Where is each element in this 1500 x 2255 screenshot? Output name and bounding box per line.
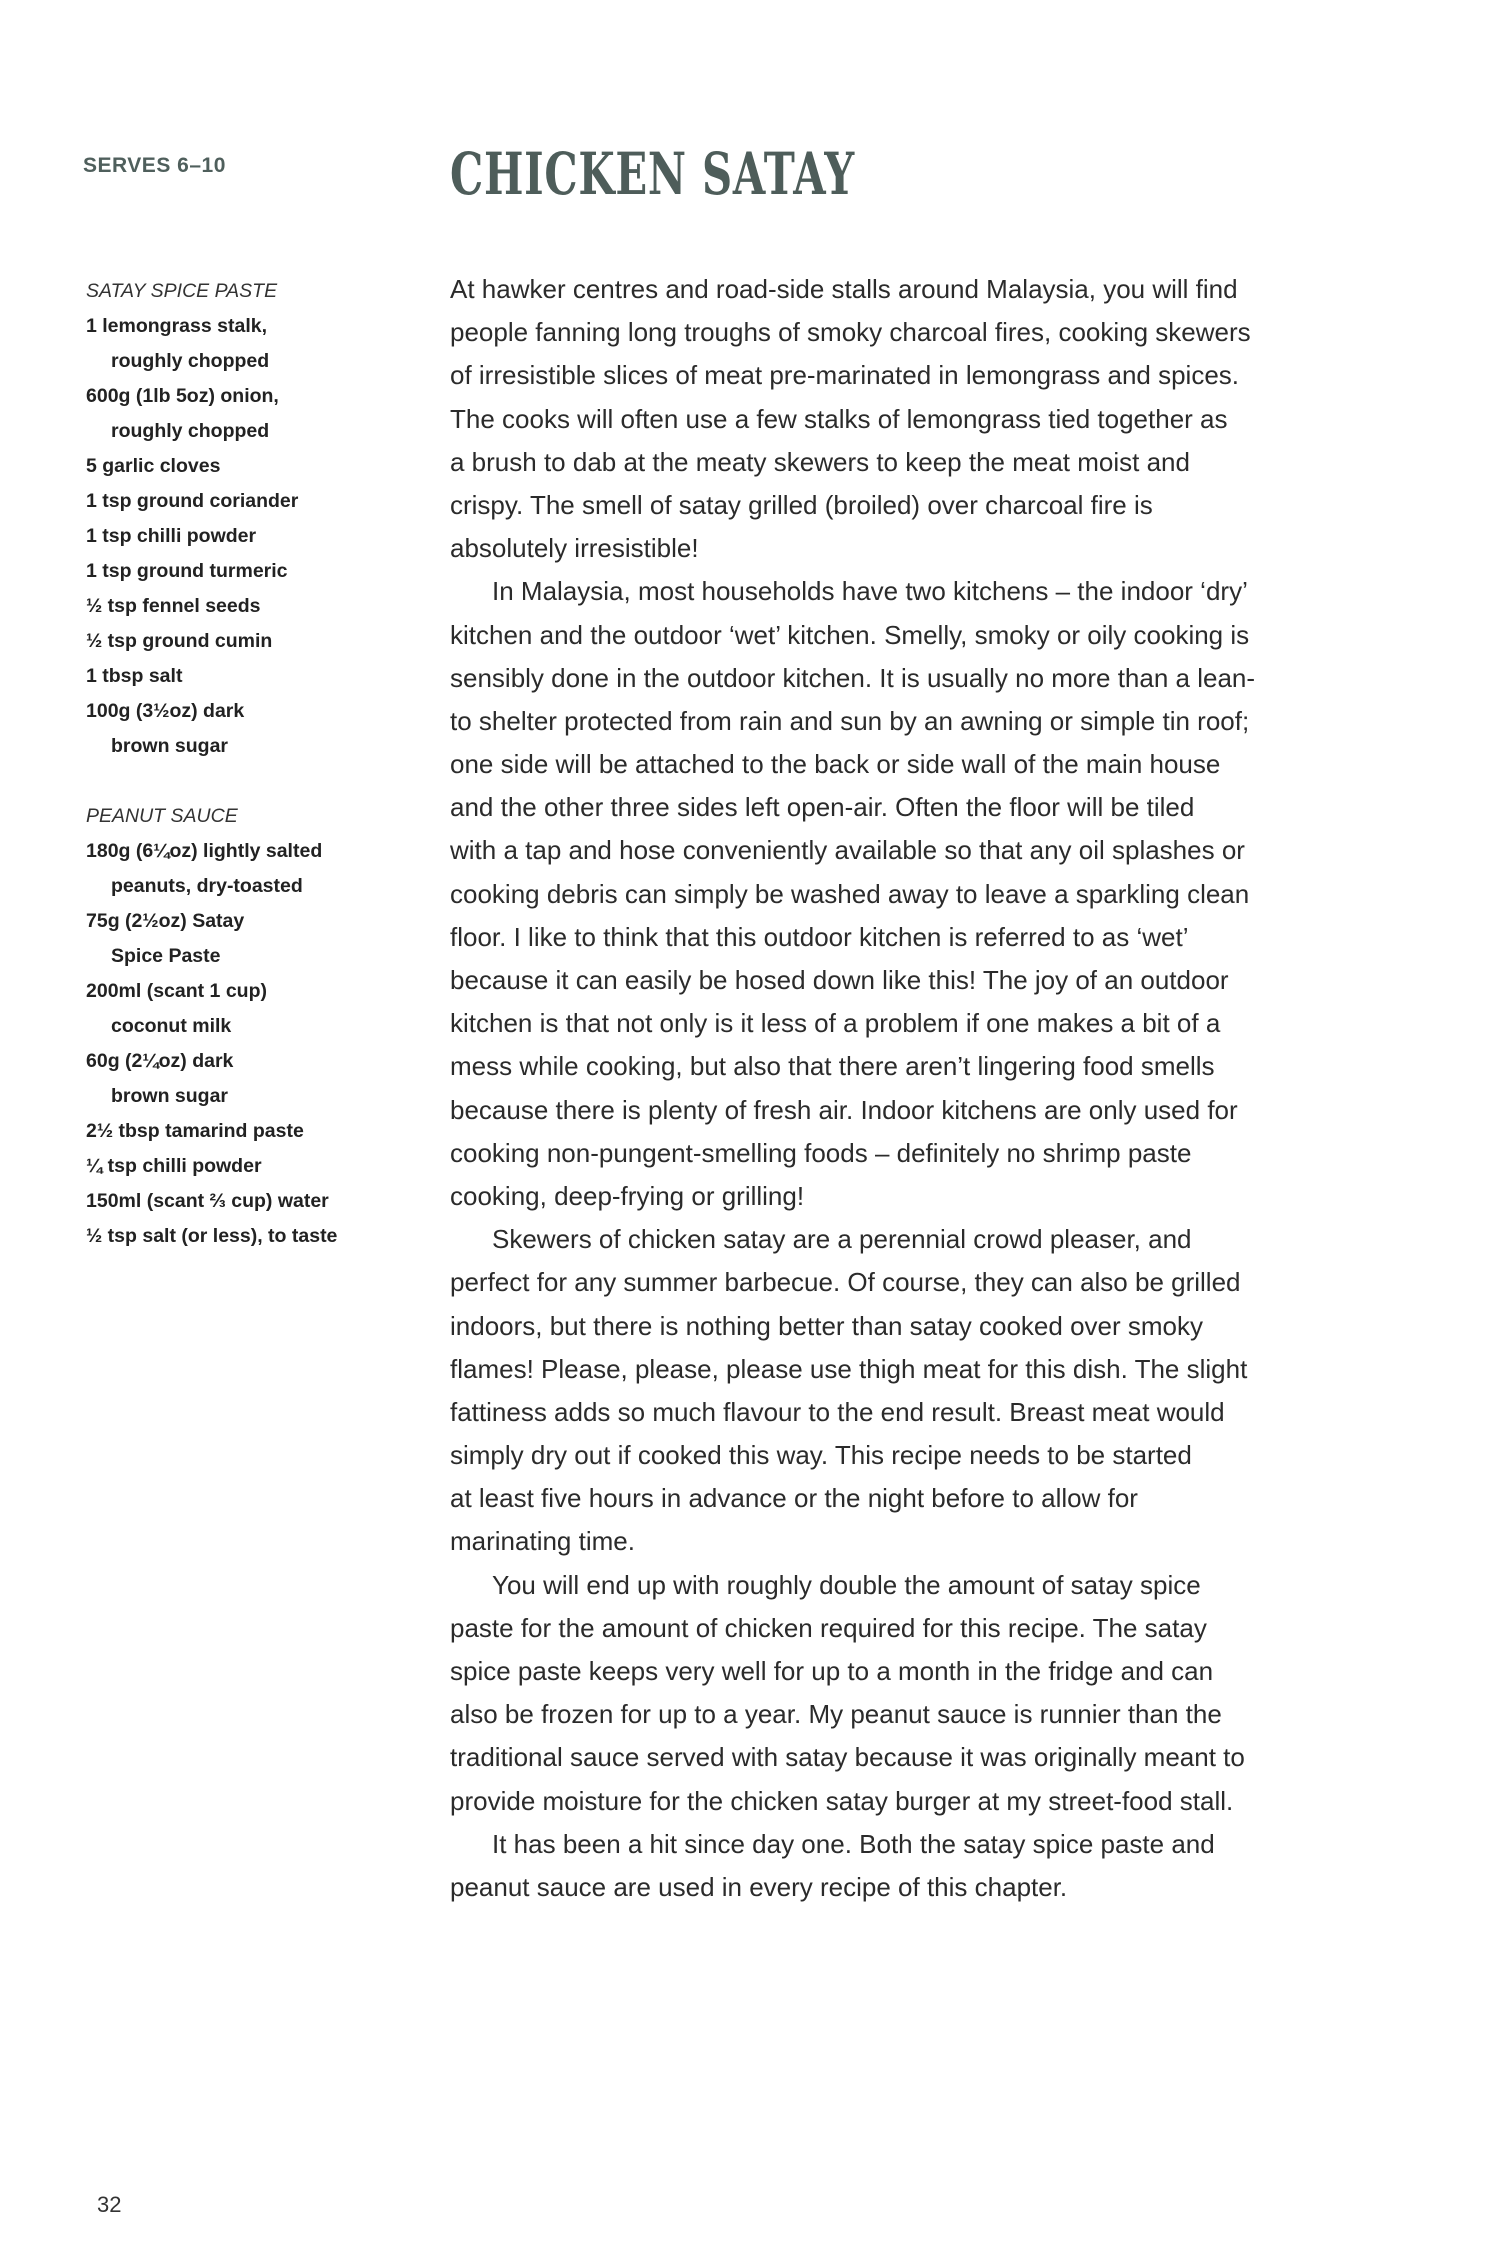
body-paragraph (450, 1823, 1370, 1909)
paragraph-line: and the other three sides left open-air. Often the floor will be tiled (450, 792, 1195, 823)
paragraph-line: of irresistible slices of meat pre-marinated in lemongrass and spices. (450, 360, 1240, 391)
paragraph-line: indoors, but there is nothing better than satay cooked over smoky (450, 1310, 1203, 1341)
ingredient-item (86, 1219, 416, 1254)
ingredient-section (86, 274, 416, 764)
ingredient-line: 1 tsp ground coriander (86, 490, 299, 512)
paragraph-line: also be frozen for up to a year. My peanut sauce is runnier than the (450, 1699, 1222, 1730)
paragraph-line: cooking non-pungent-smelling foods – definitely no shrimp paste (450, 1137, 1192, 1168)
paragraph-line: The cooks will often use a few stalks of lemongrass tied together as (450, 403, 1228, 434)
paragraph-line: kitchen is that not only is it less of a problem if one makes a bit of a (450, 1008, 1221, 1039)
ingredient-item (86, 694, 416, 764)
paragraph-line: It has been a hit since day one. Both the satay spice paste and (492, 1828, 1215, 1859)
ingredient-line: brown sugar (111, 735, 229, 757)
recipe-introduction (450, 268, 1370, 1909)
ingredient-item (86, 449, 416, 484)
paragraph-line: marinating time. (450, 1526, 635, 1557)
ingredient-item (86, 904, 416, 974)
ingredient-line: ½ tsp salt (or less), to taste (86, 1225, 338, 1247)
body-paragraph (450, 1218, 1370, 1564)
ingredient-line: 180g (6¼oz) lightly salted (86, 840, 323, 862)
ingredient-item (86, 834, 416, 904)
ingredient-line: 5 garlic cloves (86, 455, 221, 477)
ingredient-line: Spice Paste (111, 945, 221, 967)
paragraph-line: You will end up with roughly double the amount of satay spice (492, 1569, 1201, 1600)
page-number: 32 (97, 2192, 122, 2217)
paragraph-line: because there is plenty of fresh air. Indoor kitchens are only used for (450, 1094, 1238, 1125)
ingredient-line: 100g (3½oz) dark (86, 700, 245, 722)
paragraph-line: cooking, deep-frying or grilling! (450, 1180, 805, 1211)
ingredient-item (86, 1149, 416, 1184)
ingredient-item (86, 659, 416, 694)
paragraph-line: to shelter protected from rain and sun by an awning or simple tin roof; (450, 705, 1250, 736)
ingredient-line: ¼ tsp chilli powder (86, 1155, 262, 1177)
ingredient-line: roughly chopped (111, 420, 270, 442)
ingredient-section-heading: SATAY SPICE PASTE (86, 280, 278, 302)
ingredient-line: 150ml (scant ⅔ cup) water (86, 1190, 329, 1212)
paragraph-line: one side will be attached to the back or side wall of the main house (450, 749, 1221, 780)
paragraph-line: people fanning long troughs of smoky charcoal fires, cooking skewers (450, 317, 1251, 348)
body-paragraph (450, 1564, 1370, 1823)
paragraph-line: In Malaysia, most households have two kitchens – the indoor ‘dry’ (492, 576, 1248, 607)
ingredient-item (86, 1044, 416, 1114)
paragraph-line: flames! Please, please, please use thigh meat for this dish. The slight (450, 1353, 1248, 1384)
paragraph-line: at least five hours in advance or the night before to allow for (450, 1483, 1138, 1514)
paragraph-line: floor. I like to think that this outdoor kitchen is referred to as ‘wet’ (450, 921, 1189, 952)
paragraph-line: peanut sauce are used in every recipe of this chapter. (450, 1871, 1068, 1902)
ingredient-item (86, 519, 416, 554)
ingredient-line: 1 tbsp salt (86, 665, 183, 687)
ingredients-list (86, 274, 416, 1289)
ingredient-line: 1 tsp chilli powder (86, 525, 257, 547)
paragraph-line: At hawker centres and road-side stalls around Malaysia, you will find (450, 274, 1238, 304)
ingredient-line: roughly chopped (111, 350, 270, 372)
ingredient-item (86, 624, 416, 659)
ingredient-line: coconut milk (111, 1015, 232, 1037)
paragraph-line: spice paste keeps very well for up to a month in the fridge and can (450, 1656, 1214, 1686)
ingredient-line: 75g (2½oz) Satay (86, 910, 245, 932)
body-paragraph (450, 570, 1370, 1218)
ingredient-item (86, 309, 416, 379)
ingredient-section (86, 799, 416, 1254)
paragraph-line: kitchen and the outdoor ‘wet’ kitchen. Smelly, smoky or oily cooking is (450, 619, 1250, 650)
ingredient-line: 1 tsp ground turmeric (86, 560, 288, 582)
ingredient-item (86, 484, 416, 519)
ingredient-item (86, 379, 416, 449)
ingredient-item (86, 1184, 416, 1219)
ingredient-section-heading: PEANUT SAUCE (86, 805, 238, 827)
ingredient-line: 1 lemongrass stalk, (86, 315, 268, 337)
body-paragraph (450, 268, 1370, 570)
ingredient-item (86, 554, 416, 589)
recipe-title: CHICKEN SATAY (450, 140, 855, 208)
ingredient-line: ½ tsp fennel seeds (86, 595, 261, 617)
ingredient-line: 200ml (scant 1 cup) (86, 980, 267, 1002)
paragraph-line: with a tap and hose conveniently available so that any oil splashes or (450, 835, 1245, 866)
paragraph-line: crispy. The smell of satay grilled (broiled) over charcoal fire is (450, 489, 1153, 520)
serves-label: SERVES 6–10 (83, 154, 226, 177)
paragraph-line: Skewers of chicken satay are a perennial crowd pleaser, and (492, 1224, 1192, 1255)
ingredient-item (86, 589, 416, 624)
paragraph-line: because it can easily be hosed down like this! The joy of an outdoor (450, 965, 1229, 995)
paragraph-line: mess while cooking, but also that there aren’t lingering food smells (450, 1051, 1215, 1082)
paragraph-line: absolutely irresistible! (450, 533, 699, 564)
paragraph-line: simply dry out if cooked this way. This recipe needs to be started (450, 1440, 1192, 1471)
paragraph-line: paste for the amount of chicken required for this recipe. The satay (450, 1612, 1207, 1643)
ingredient-line: 2½ tbsp tamarind paste (86, 1120, 304, 1142)
ingredient-line: ½ tsp ground cumin (86, 630, 273, 652)
paragraph-line: fattiness adds so much flavour to the end result. Breast meat would (450, 1396, 1225, 1427)
ingredient-item (86, 1114, 416, 1149)
paragraph-line: perfect for any summer barbecue. Of course, they can also be grilled (450, 1267, 1241, 1298)
paragraph-line: provide moisture for the chicken satay burger at my street-food stall. (450, 1785, 1234, 1816)
ingredient-line: 60g (2¼oz) dark (86, 1050, 234, 1072)
paragraph-line: cooking debris can simply be washed away to leave a sparkling clean (450, 878, 1250, 909)
paragraph-line: traditional sauce served with satay because it was originally meant to (450, 1742, 1245, 1773)
paragraph-line: sensibly done in the outdoor kitchen. It is usually no more than a lean- (450, 662, 1256, 693)
ingredient-item (86, 974, 416, 1044)
ingredient-line: brown sugar (111, 1085, 229, 1107)
paragraph-line: a brush to dab at the meaty skewers to keep the meat moist and (450, 446, 1190, 477)
ingredient-line: peanuts, dry-toasted (111, 875, 303, 897)
ingredient-line: 600g (1lb 5oz) onion, (86, 385, 279, 407)
